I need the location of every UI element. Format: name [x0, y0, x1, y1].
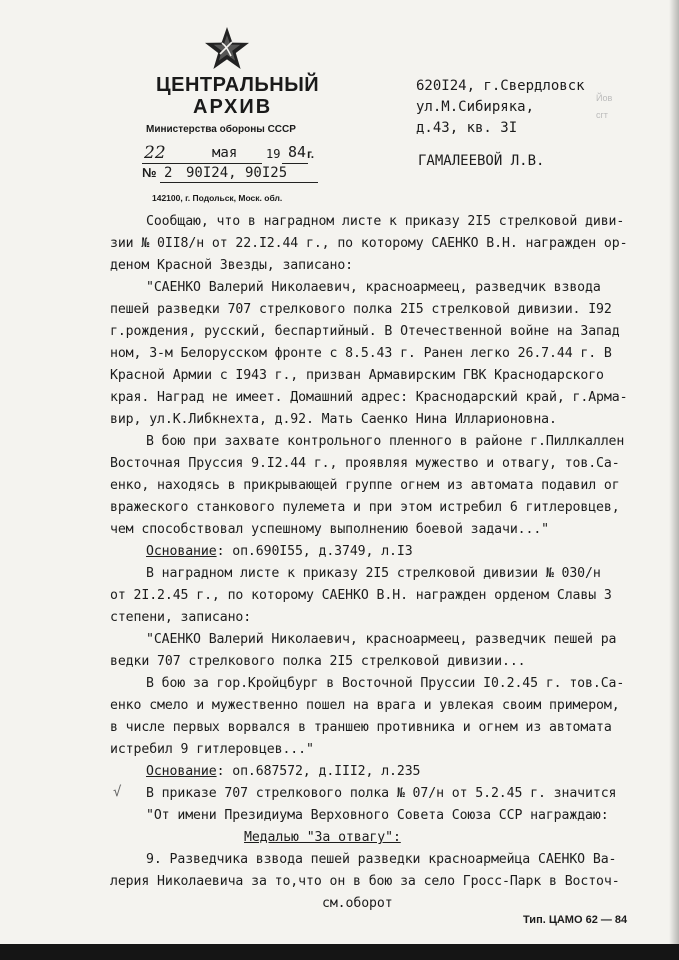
basis-2 [146, 764, 420, 779]
ref-number: 2 [164, 165, 173, 181]
basis-1-text: : оп.690I55, д.3749, л.I3 [216, 544, 413, 559]
quote-line: енко смело и мужественно пошел на врага и увлекая своим примером, [110, 698, 620, 713]
recipient-address-line1: 620I24, г.Свердловск [416, 78, 585, 94]
body-line: деном Красной Звезды, записано: [110, 258, 354, 273]
medal-title: Медалью "За отвагу": [244, 830, 401, 845]
recipient-address-line2: ул.М.Сибиряка, [416, 99, 535, 115]
date-year-suffix: 84 [288, 143, 307, 161]
quote-line: В бою при захвате контрольного пленного в районе г.Пиллкаллен [146, 434, 625, 449]
ref-codes: 90I24, 90I25 [186, 165, 288, 181]
quote-line: "САЕНКО Валерий Николаевич, красноармеец, разведчик взвода [146, 280, 601, 295]
quote-line: г.рождения, русский, беспартийный. В Отечественной войне на Запад [110, 324, 620, 339]
body-line: лерия Николаевича за то,что он в бою за село Гросс-Парк в Восточ- [110, 874, 620, 889]
basis-2-label: Основание [146, 764, 217, 779]
postal-address: 142100, г. Подольск, Моск. обл. [152, 193, 283, 203]
turn-over-note: см.оборот [322, 896, 393, 911]
quote-line: В бою за гор.Кройцбург в Восточной Пруссии I0.2.45 г. тов.Са- [146, 676, 625, 691]
archive-name-line1: ЦЕНТРАЛЬНЫЙ [156, 74, 320, 96]
quote-line: ведки 707 стрелкового полка 2I5 стрелковой дивизии... [110, 654, 526, 669]
scan-edge-shadow [669, 0, 679, 944]
ministry-name: Министерства обороны СССР [146, 124, 296, 135]
body-line: В приказе 707 стрелкового полка № 07/н от 5.2.45 г. значится [146, 786, 617, 801]
quote-line: вражеского станкового пулемета и при этом истребил 6 гитлеровцев, [110, 500, 620, 515]
quote-line: истребил 9 гитлеровцев..." [110, 742, 314, 757]
recipient-name: ГАМАЛЕЕВОЙ Л.В. [418, 153, 545, 169]
printer-mark: Тип. ЦАМО 62 — 84 [523, 914, 628, 926]
quote-line: енко, находясь в прикрывающей группе огнем из автомата подавил ог [110, 478, 620, 493]
date-day: 22 [144, 143, 166, 163]
basis-1 [146, 544, 413, 559]
basis-2-text: : оп.687572, д.III2, л.235 [216, 764, 421, 779]
faded-marking-2: сгт [596, 110, 608, 120]
body-line: от 2I.2.45 г., по которому САЕНКО В.Н. награжден орденом Славы 3 [110, 588, 612, 603]
red-star-emblem-icon [204, 26, 250, 72]
quote-line: Красной Армии с I943 г., призван Армавирским ГВК Краснодарского [110, 368, 604, 383]
body-line: В наградном листе к приказу 2I5 стрелковой дивизии № 030/н [146, 566, 601, 581]
body-line: степени, записано: [110, 610, 252, 625]
archive-name-line2: АРХИВ [193, 96, 273, 118]
scan-bottom-edge [0, 944, 679, 960]
body-line: Сообщаю, что в наградном листе к приказу 2I5 стрелковой диви- [146, 214, 625, 229]
check-mark: √ [113, 784, 122, 800]
quote-line: вир, ул.К.Либкнехта, д.92. Мать Саенко Нина Илларионовна. [110, 412, 557, 427]
reference-number [142, 165, 342, 185]
recipient-address-line3: д.43, кв. 3I [416, 120, 518, 136]
ref-prefix: № [142, 165, 157, 180]
letter-date [142, 145, 332, 165]
quote-line: пешей разведки 707 стрелкового полка 2I5 стрелковой дивизии. I92 [110, 302, 612, 317]
faded-marking-1: Йов [596, 93, 613, 103]
date-suffix: г. [307, 147, 315, 161]
quote-line: Восточная Пруссия 9.I2.44 г., проявляя мужество и отвагу, тов.Са- [110, 456, 620, 471]
quote-line: чем способствовал успешному выполнению боевой задачи..." [110, 522, 550, 537]
date-year-prefix: 19 [266, 147, 281, 161]
body-line: "От имени Президиума Верховного Совета Союза ССР награждаю: [146, 808, 609, 823]
quote-line: в числе первых ворвался в траншею противника и огнем из автомата [110, 720, 612, 735]
quote-line: "САЕНКО Валерий Николаевич, красноармеец, разведчик пешей ра [146, 632, 617, 647]
basis-1-label: Основание [146, 544, 217, 559]
body-line: 9. Разведчика взвода пешей разведки красноармейца САЕНКО Ва- [146, 852, 617, 867]
quote-line: ном, 3-м Белорусском фронте с 8.5.43 г. Ранен легко 26.7.44 г. В [110, 346, 612, 361]
quote-line: края. Наград не имеет. Домашний адрес: Краснодарский край, г.Арма- [110, 390, 628, 405]
date-month: мая [212, 145, 238, 161]
body-line: зии № 0II8/н от 22.I2.44 г., по которому САЕНКО В.Н. награжден ор- [110, 236, 628, 251]
